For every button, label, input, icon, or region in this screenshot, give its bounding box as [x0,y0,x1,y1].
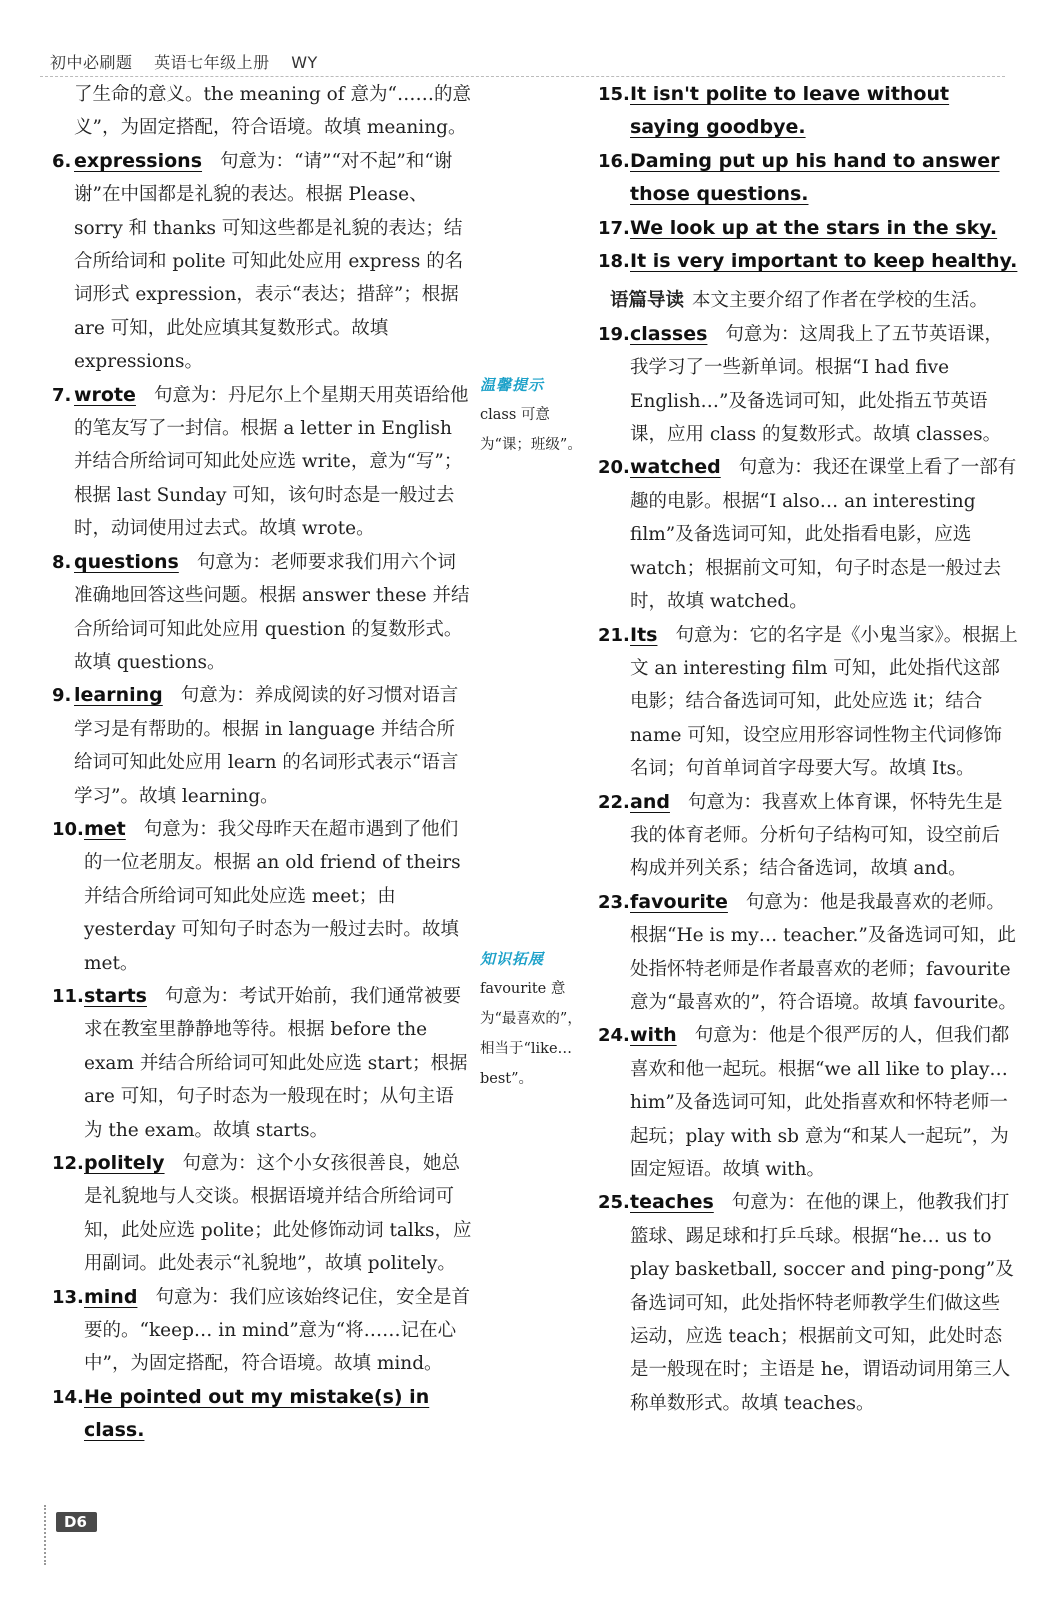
answer-item-6 [52,145,472,379]
answer-word: teaches [630,1191,714,1214]
explanation: 句意为：我喜欢上体育课，怀特先生是我的体育老师。分析句子结构可知，设空前后构成并列关系；结合备选词，故填 and。 [630,791,1003,880]
item-number: 11. [52,985,84,1007]
item-number: 20. [598,457,630,479]
answer-item-12 [52,1147,472,1281]
answer-item-19 [598,318,1018,452]
item-number: 24. [598,1025,630,1047]
item-number: 25. [598,1192,630,1214]
answer-word: favourite [630,890,728,913]
book-series: 初中必刷题 [50,53,133,72]
item-number: 21. [598,624,630,646]
answer-item-14 [52,1381,472,1448]
answer-item-8 [52,546,472,680]
explanation: 句意为：这周我上了五节英语课，我学习了一些新单词。根据“I had five English…”及备选词可知，此处指五节英语课，应用 class 的复数形式。故填 classes。 [630,323,1003,446]
explanation: 句意为：我们应该始终记住，安全是首要的。“keep… in mind”意为“将……记在心中”，为固定搭配，符合语境。故填 mind。 [84,1286,470,1375]
answer-word: wrote [74,383,136,406]
answer-item-21 [598,619,1018,786]
extension-tag: 知识拓展 [480,950,545,968]
item-number: 10. [52,818,84,840]
explanation: 句意为：老师要求我们用六个词准确地回答这些问题。根据 answer these 并结合所给词可知此处应用 question 的复数形式。故填 questions。 [74,551,470,673]
answer-item-20 [598,451,1018,618]
explanation: 句意为：考试开始前，我们通常被要求在教室里静静地等待。根据 before the exam 并结合所给词可知此处应选 start；根据 are 可知，句子时态为一般现在时；从句主语为 the exam。故填 starts。 [84,985,468,1141]
item-number: 14. [52,1386,84,1408]
answer-word: questions [74,550,179,573]
right-column [598,78,1018,1420]
explanation: 句意为：他是我最喜欢的老师。根据“He is my… teacher.”及备选词可知，此处指怀特老师是作者最喜欢的老师；favourite 意为“最喜欢的”，符合语境。故填 favourite。 [630,891,1017,1013]
answer-item-23 [598,886,1018,1020]
continuation-text: 了生命的意义。the meaning of 意为“……的意义”，为固定搭配，符合语境。故填 meaning。 [74,84,471,139]
answer-item-10 [52,813,472,980]
answer-word: classes [630,322,708,345]
page-header [50,50,334,73]
header-divider [40,76,1005,77]
item-number: 13. [52,1286,84,1308]
answer-item-24 [598,1019,1018,1186]
explanation: 句意为：它的名字是《小鬼当家》。根据上文 an interesting film 可知，此处指代这部电影；结合备选词可知，此处应选 it；结合 name 可知，设空应用形容词性物主代词修饰名词；句首单词首字母要大写。故填 Its。 [630,624,1018,780]
answer-word: expressions [74,149,203,172]
book-subject: 英语七年级上册 [154,53,270,72]
answer-word: with [630,1024,677,1047]
answer-item-9 [52,679,472,813]
item-number: 22. [598,791,630,813]
answer-item-7 [52,379,472,546]
answer-word: starts [84,984,147,1007]
tip-text: class 可意为“课；班级”。 [480,407,582,453]
explanation: 句意为：我父母昨天在超市遇到了他们的一位老朋友。根据 an old friend of theirs 并结合所给词可知此处应选 meet；由 yesterday 可知句子时态为一般过去时。故填 met。 [84,818,461,974]
page-number: D6 [56,1512,97,1532]
explanation: 句意为：丹尼尔上个星期天用英语给他的笔友写了一封信。根据 a letter in English 并结合所给词可知此处应选 write，意为“写”；根据 last Sunday 可知，该句时态是一般过去时，动词使用过去式。故填 wrote。 [74,384,469,540]
explanation: 句意为：“请”“对不起”和“谢谢”在中国都是礼貌的表达。根据 Please、sorry 和 thanks 可知这些都是礼貌的表达；结合所给词和 polite 可知此处应用 express 的名词形式 expression，表示“表达；措辞”；根据 are 可知，此处应填其复数形式。故填 expressions。 [74,150,464,373]
item-number: 15. [598,84,630,105]
explanation: 句意为：在他的课上，他教我们打篮球、踢足球和打乒乓球。根据“he… us to play basketball, soccer and ping-pong”及备选词可知，此处指怀特老师教学生们做这些运动，应选 teach；根据前文可知，此处时态是一般现在时；主语是 he，谓语动词用第三人称单数形式。故填 teaches。 [630,1192,1014,1414]
answer-sentence: We look up at the stars in the sky. [630,216,998,239]
answer-word: mind [84,1285,138,1308]
answer-sentence: It is very important to keep healthy. [630,250,1018,273]
answer-item-18 [598,245,1018,278]
answer-word: watched [630,456,721,479]
item-number: 19. [598,323,630,345]
explanation: 句意为：他是个很严厉的人，但我们都喜欢和他一起玩。根据“we all like to play… him”及备选词可知，此处指喜欢和怀特老师一起玩；play with sb 意为“和某人一起玩”，为固定短语。故填 with。 [630,1025,1010,1180]
item-number: 7. [52,384,72,406]
answer-word: Its [630,623,658,646]
intro-label: 语篇导读 [610,290,685,312]
side-note-extension [480,944,592,1094]
explanation: 句意为：这个小女孩很善良，她总是礼貌地与人交谈。根据语境并结合所给词可知，此处应选 polite；此处修饰动词 talks，应用副词。此处表示“礼貌地”，故填 politely。 [84,1153,472,1275]
answer-item-16 [598,145,1018,212]
answer-word: and [630,790,670,813]
answer-item-15 [598,78,1018,145]
passage-intro [598,284,1018,317]
answer-item-11 [52,980,472,1147]
answer-word: politely [84,1152,165,1174]
item-number: 16. [598,150,630,172]
item-number: 17. [598,217,630,239]
answer-sentence: Daming put up his hand to answer those questions. [630,149,1000,206]
extension-text: favourite 意为“最喜欢的”，相当于“like…best”。 [480,981,582,1087]
intro-text: 本文主要介绍了作者在学校的生活。 [692,290,989,312]
answer-word: learning [74,684,163,707]
answer-item-22 [598,786,1018,886]
explanation: 句意为：我还在课堂上看了一部有趣的电影。根据“I also… an interesting film”及备选词可知，此处指看电影，应选 watch；根据前文可知，句子时态是一般过去时，故填 watched。 [630,457,1017,613]
answer-item-13 [52,1281,472,1381]
answer-sentence: He pointed out my mistake(s) in class. [84,1385,430,1442]
item-number: 6. [52,150,72,172]
item-number: 9. [52,685,72,707]
item-number: 23. [598,891,630,913]
answer-sentence: It isn't polite to leave without saying goodbye. [630,83,950,139]
tip-tag: 温馨提示 [480,376,545,394]
explanation: 句意为：养成阅读的好习惯对语言学习是有帮助的。根据 in language 并结合所给词可知此处应用 learn 的名词形式表示“语言学习”。故填 learning。 [74,685,459,807]
book-edition: WY [291,53,318,72]
left-column [52,78,472,1448]
answer-item-17 [598,212,1018,245]
page-margin-dots [44,1505,50,1565]
answer-item-25 [598,1186,1018,1420]
item-number: 8. [52,551,72,573]
answer-word: met [84,817,126,840]
item-number: 12. [52,1153,84,1174]
side-note-tip [480,370,592,460]
item-number: 18. [598,251,630,273]
